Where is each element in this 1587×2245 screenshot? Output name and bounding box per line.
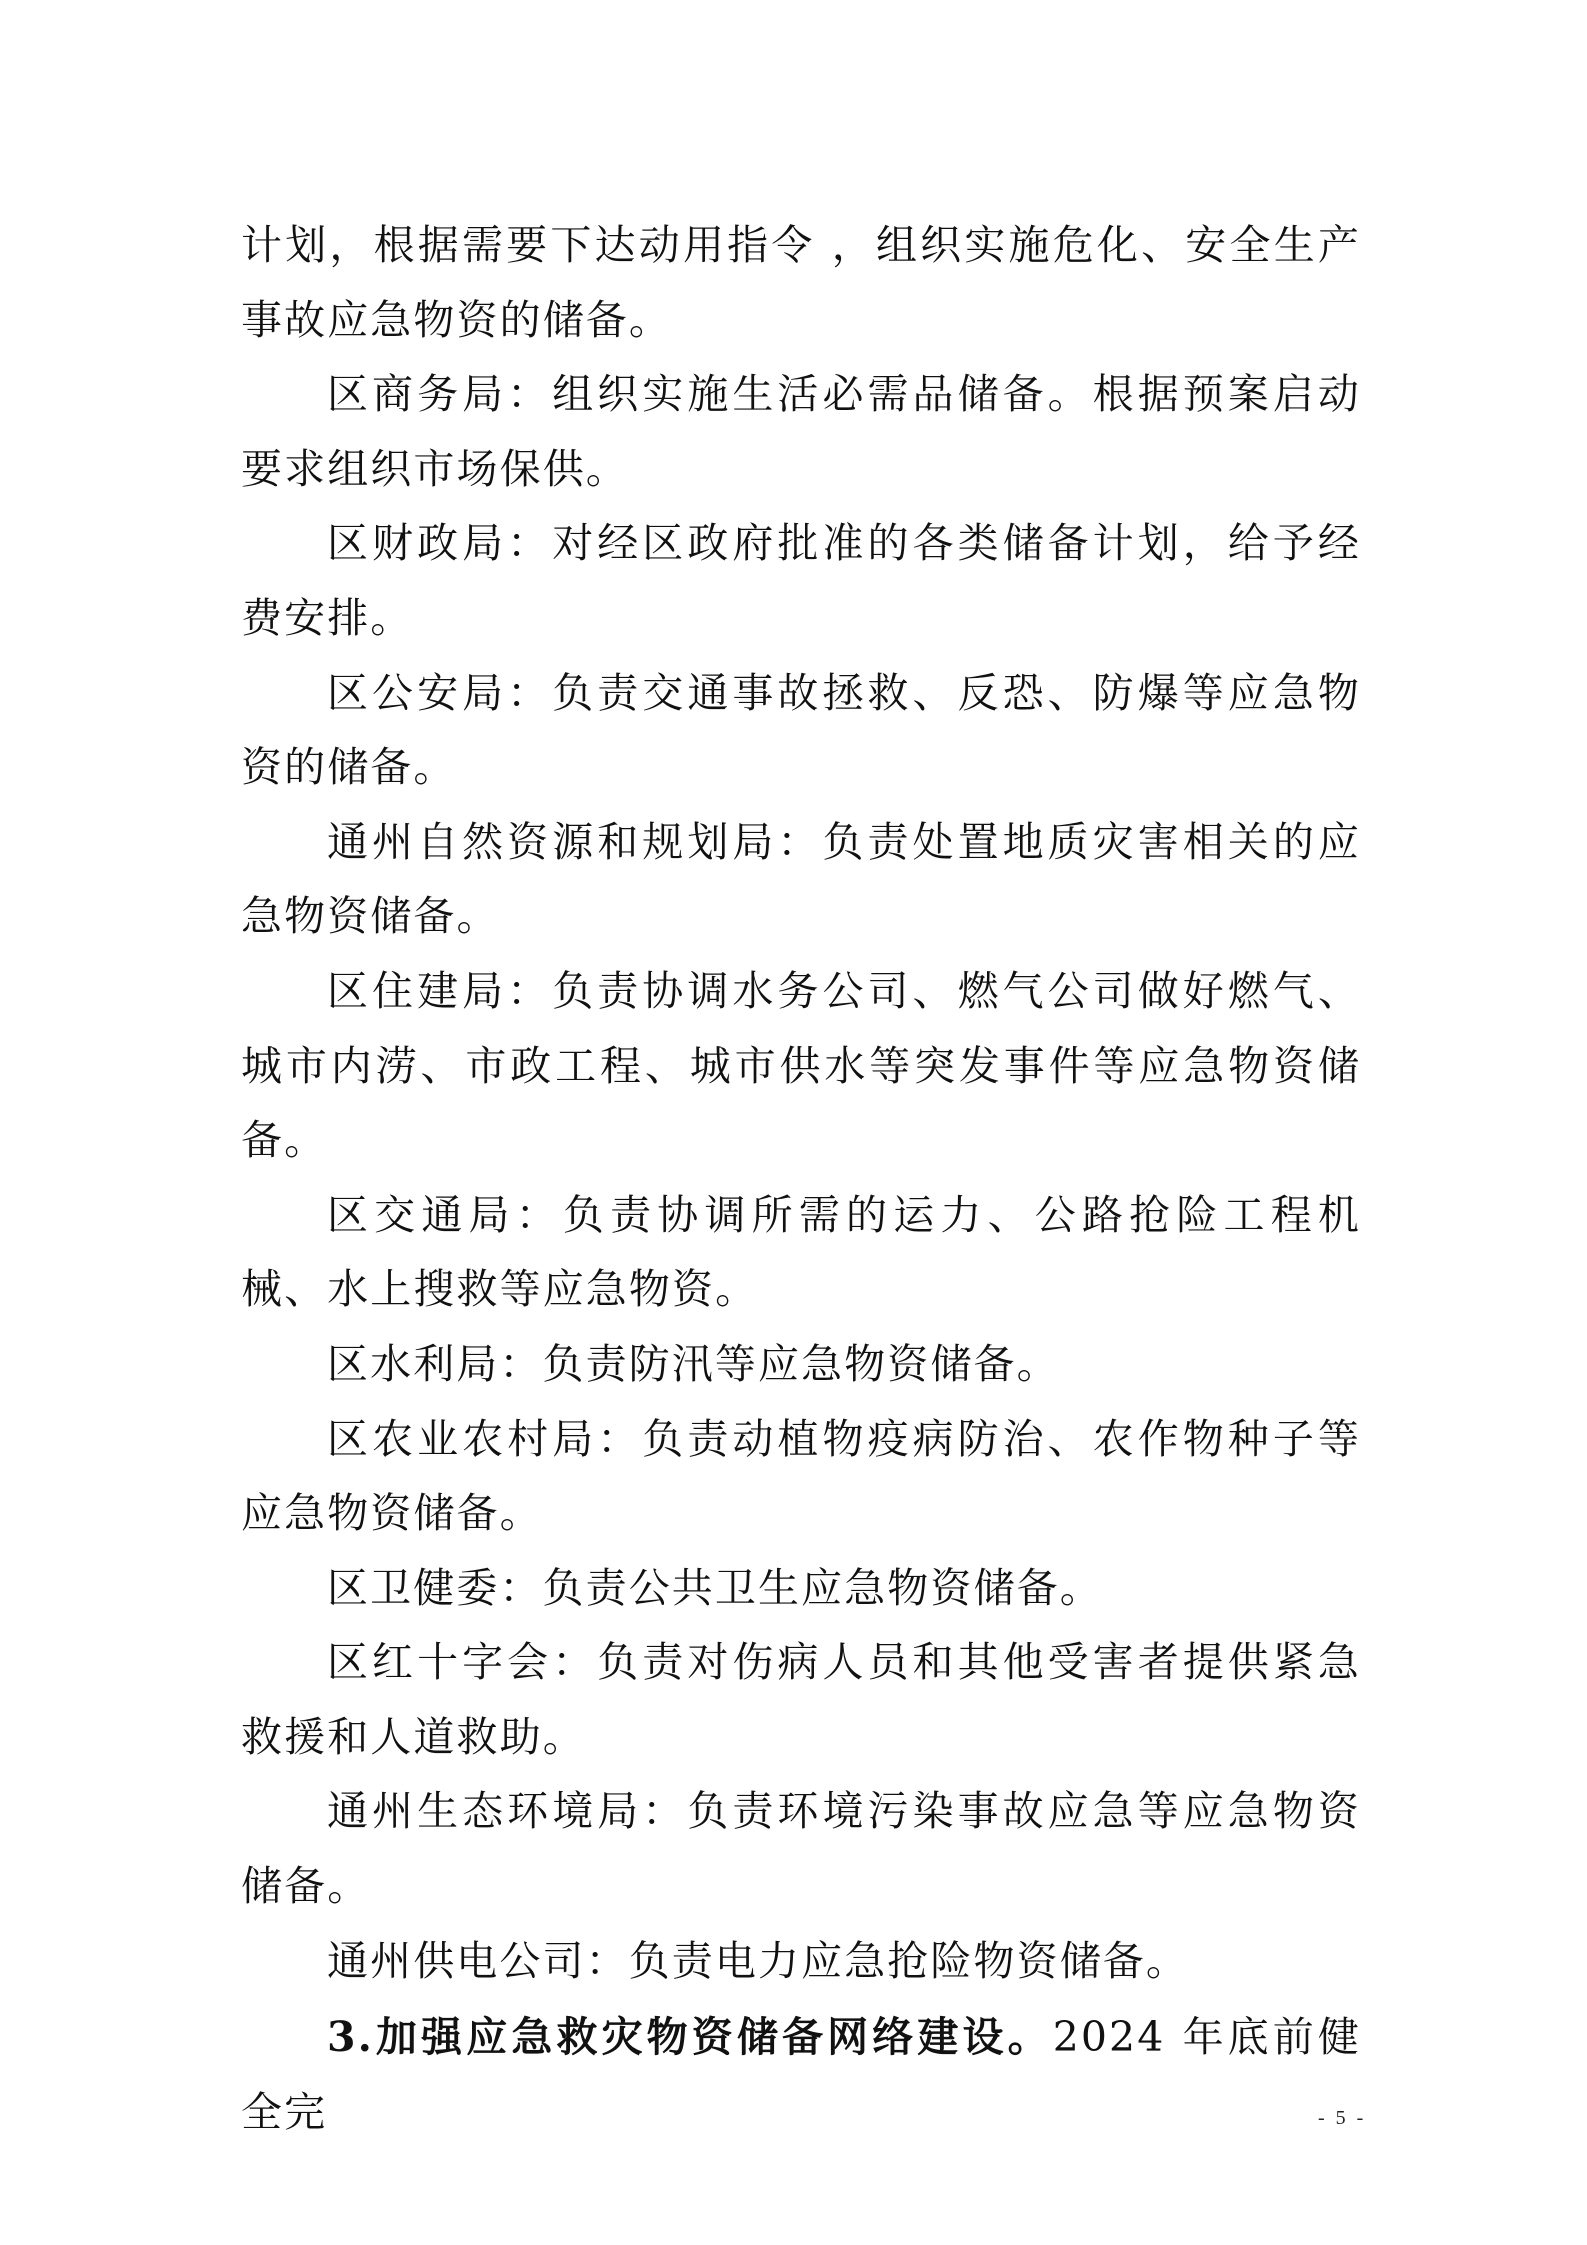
section-heading-bold: 3.加强应急救灾物资储备网络建设。 xyxy=(327,2013,1053,2062)
paragraph-red-cross: 区红十字会：负责对伤病人员和其他受害者提供紧急救援和人道救助。 xyxy=(241,1638,1361,1761)
paragraph-finance-bureau: 区财政局：对经区政府批准的各类储备计划，给予经费安排。 xyxy=(241,519,1361,642)
paragraph-public-security-bureau: 区公安局：负责交通事故拯救、反恐、防爆等应急物资的储备。 xyxy=(241,668,1361,792)
paragraph-housing-bureau: 区住建局：负责协调水务公司、燃气公司做好燃气、城市内涝、市政工程、城市供水等突发事件等应急物资储备。 xyxy=(241,966,1361,1165)
paragraph-water-bureau: 区水利局：负责防汛等应急物资储备。 xyxy=(327,1339,1060,1388)
paragraph-continuation: 计划，根据需要下达动用指令 ，组织实施危化、安全生产事故应急物资的储备。 xyxy=(241,221,1361,344)
paragraph-natural-resources-bureau: 通州自然资源和规划局：负责处置地质灾害相关的应急物资储备。 xyxy=(241,817,1361,941)
paragraph-health-commission: 区卫健委：负责公共卫生应急物资储备。 xyxy=(327,1563,1103,1612)
paragraph-ecology-environment-bureau: 通州生态环境局：负责环境污染事故应急等应急物资储备。 xyxy=(241,1787,1361,1911)
paragraph-commerce-bureau: 区商务局：组织实施生活必需品储备。根据预案启动要求组织市场保供。 xyxy=(241,370,1361,493)
document-body xyxy=(241,208,1361,2149)
section-heading-continuation: 2024 年底前健全完 xyxy=(241,2013,1362,2136)
page-number: - 5 - xyxy=(1318,2107,1367,2129)
paragraph-transport-bureau: 区交通局：负责协调所需的运力、公路抢险工程机械、水上搜救等应急物资。 xyxy=(241,1190,1361,1314)
section-heading xyxy=(241,2000,1361,2149)
paragraph-power-supply-company: 通州供电公司：负责电力应急抢险物资储备。 xyxy=(327,1936,1189,1985)
paragraph-agriculture-bureau: 区农业农村局：负责动植物疫病防治、农作物种子等应急物资储备。 xyxy=(241,1414,1361,1538)
